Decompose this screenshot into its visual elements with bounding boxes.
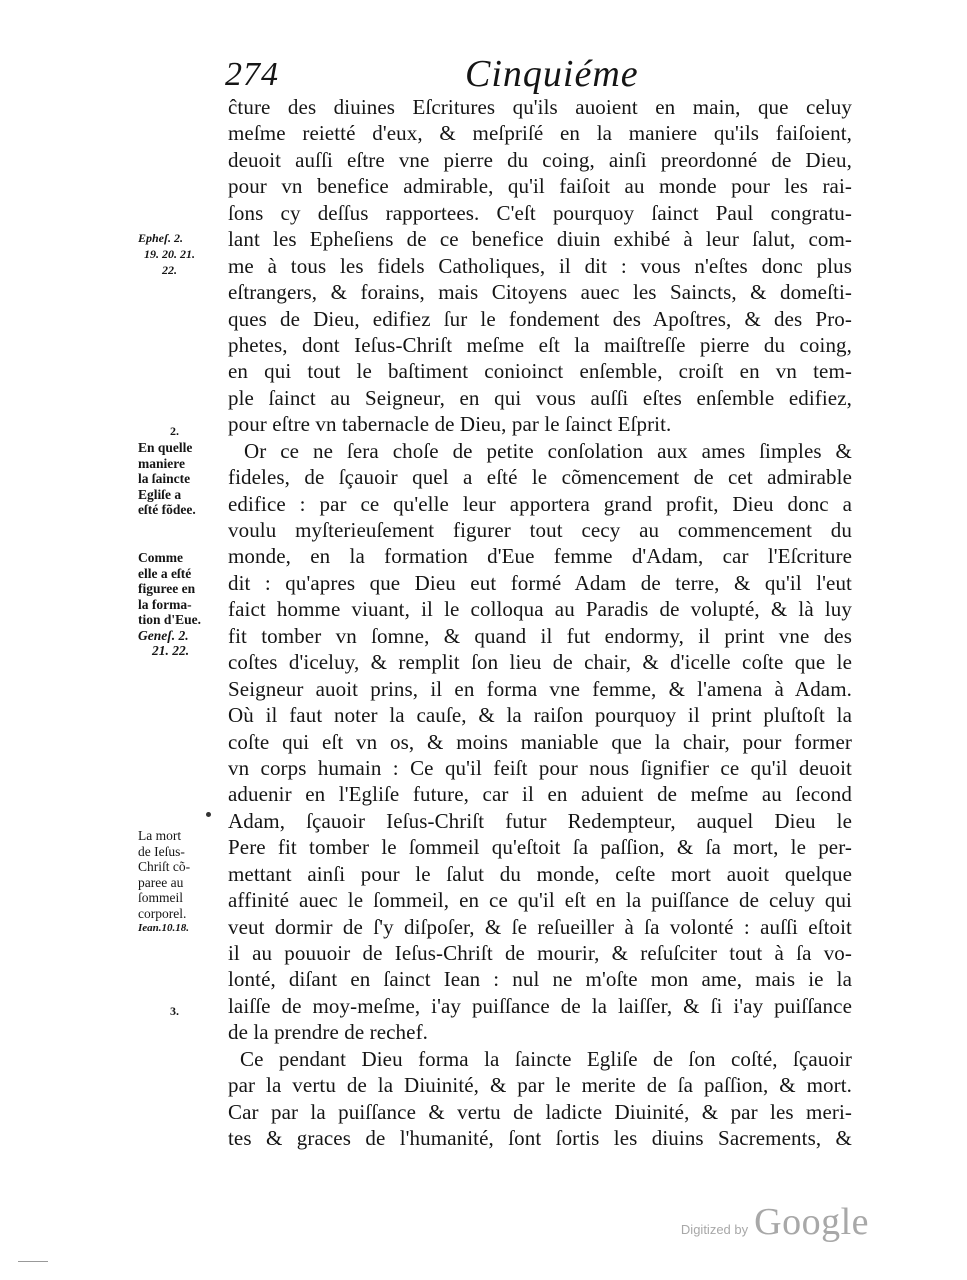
text-line: eſtrangers, & forains, mais Citoyens auec les Saincts, & domeſti-	[228, 280, 852, 305]
margin-note-death-as-sleep	[138, 828, 210, 937]
margin-number-3: 3.	[170, 1004, 179, 1018]
main-text	[228, 94, 852, 1152]
text-line: tes & graces de l'humanité, ſont ſortis les diuins Sacrements, &	[228, 1126, 852, 1151]
text-line: Seigneur auoit prins, il en forma vne femme, & l'amena à Adam.	[228, 676, 852, 701]
margin-note-line: eſté fõdee.	[138, 502, 196, 517]
text-line: Adam, ſçauoir Ieſus-Chriſt futur Redempteur, auquel Dieu le	[228, 808, 852, 833]
text-line: deuoit auſſi eſtre vne pierre du coing, ainſi preordonné de Dieu,	[228, 147, 852, 172]
margin-note-line: elle a eſté	[138, 565, 192, 581]
text-line: voulu myſterieuſement figurer tout cecy au commencement du	[228, 518, 852, 542]
text-line: laiſſe de moy-meſme, i'ay puiſſance de la laiſſer, & ſi i'ay puiſſance	[228, 993, 852, 1018]
text-line: coſte qui eſt vn os, & moins maniable que la chair, pour former	[228, 729, 852, 754]
text-line: mettant ainſi pour le ſalut du monde, ceſte mort auoit quelque	[228, 861, 852, 886]
text-line: il au pouuoir de Ieſus-Chriſt de mourir, & reſuſciter tout à ſa vo-	[228, 941, 852, 965]
text-line: pour eſtre vn tabernacle de Dieu, par le ſainct Eſprit.	[228, 412, 672, 437]
text-line: ple ſainct au Seigneur, en qui vous auſſi eſtes enſemble edifiez,	[228, 385, 852, 410]
text-line: de la prendre de rechef.	[228, 1020, 429, 1045]
margin-note-line: La mort	[138, 828, 182, 843]
margin-ref-line: 19. 20. 21.	[144, 247, 195, 261]
page-header	[225, 52, 865, 96]
margin-tick-mark	[206, 812, 211, 817]
paragraph-3	[228, 1046, 852, 1152]
text-line: lonté, diſant en ſainct Iean : nul ne m'oſte mon ame, mais ie la	[228, 967, 852, 992]
margin-note-line: de Ieſus-	[138, 843, 185, 859]
margin-note-line: maniere	[138, 455, 185, 471]
text-line: aduenir en l'Egliſe future, car il en aduient de meſme au ſecond	[228, 782, 852, 807]
text-line: monde, en la formation d'Eue femme d'Adam, car l'Eſcriture	[228, 544, 852, 569]
text-line: Où il faut noter la cauſe, & la raiſon pourquoy il print pluſtoſt la	[228, 703, 852, 728]
text-line: lant les Epheſiens de ce benefice diuin exhibé à leur ſalut, com-	[228, 227, 852, 252]
margin-note-ephesians-ref	[138, 230, 210, 278]
text-line: ĉture des diuines Eſcritures qu'ils auoient en main, que celuy	[228, 95, 852, 119]
text-line: pour vn benefice admirable, qu'il faiſoit au monde pour les rai-	[228, 174, 852, 199]
page-number: 274	[225, 56, 279, 93]
scan-edge-mark	[18, 1261, 48, 1262]
margin-ref-line: Iean.10.18.	[138, 922, 190, 934]
margin-note-line: ſommeil	[138, 890, 183, 905]
running-title: Cinquiéme	[465, 53, 639, 95]
text-line: fit tomber vn ſomne, & quand il fut endormy, il print vne des	[228, 623, 852, 648]
digitized-by-google-watermark	[681, 1200, 869, 1244]
text-line: faict homme viuant, il le colloqua au Paradis de volupté, & là luy	[228, 597, 852, 622]
margin-ref-line: Epheſ. 2.	[138, 231, 183, 245]
paragraph-1	[228, 94, 852, 438]
margin-note-line: la forma-	[138, 596, 192, 612]
margin-note-line: Chriſt cõ-	[138, 859, 191, 874]
margin-note-line: En quelle	[138, 440, 193, 455]
margin-note-eve-formation	[138, 550, 210, 659]
text-line: dit : qu'apres que Dieu eut formé Adam de terre, & qu'il l'eut	[228, 570, 852, 595]
margin-ref-line: Geneſ. 2.	[138, 627, 189, 643]
text-line: fideles, de ſçauoir quel a eſté le cõmencement de cet admirable	[228, 465, 852, 490]
text-line: Ce pendant Dieu forma la ſaincte Egliſe de ſon coſté, ſçauoir	[240, 1046, 852, 1071]
margin-note-line: paree au	[138, 874, 184, 890]
margin-ref-line: 22.	[162, 263, 177, 277]
google-logo: Google	[754, 1201, 869, 1243]
margin-note-line: la ſaincte	[138, 471, 191, 486]
digitized-label: Digitized by	[680, 1222, 749, 1237]
text-line: ſons cy deſſus rapportees. C'eſt pourquoy ſainct Paul congratu-	[228, 200, 852, 225]
text-line: meſme reietté d'eux, & meſpriſé en la maniere qu'ils faiſoient,	[228, 121, 852, 146]
paragraph-2	[228, 438, 852, 1046]
margin-note-line: figuree en	[138, 581, 196, 596]
text-line: Pere fit tomber le ſommeil qu'eſtoit ſa paſſion, & ſa mort, le per-	[228, 835, 852, 860]
text-line: phetes, dont Ieſus-Chriſt meſme eſt la maiſtreſſe pierre du coing,	[228, 332, 852, 357]
text-line: affinité auec le ſommeil, en ce qu'il eſt en la puiſſance de celuy qui	[228, 888, 852, 913]
text-line: veut dormir de ſ'y diſpoſer, & ſe reſueiller à ſa volonté : auſſi eſtoit	[228, 914, 852, 939]
text-line: ques de Dieu, edifiez ſur le fondement des Apoſtres, & des Pro-	[228, 306, 852, 331]
text-line: Car par la puiſſance & vertu de ladicte Diuinité, & par les meri-	[228, 1099, 852, 1124]
margin-note-line: tion d'Eue.	[138, 612, 202, 627]
text-line: me à tous les fidels Catholiques, il dit : vous n'eſtes donc plus	[228, 253, 852, 278]
margin-number-2: 2.	[170, 424, 179, 438]
margin-note-line: Comme	[138, 550, 183, 565]
text-line: par la vertu de la Diuinité, & par le merite de ſa paſſion, & mort.	[228, 1073, 852, 1098]
margin-note-line: corporel.	[138, 905, 187, 921]
text-line: edifice : par ce qu'elle leur apportera grand profit, Dieu donc a	[228, 491, 852, 516]
margin-note-line: Egliſe a	[138, 486, 182, 502]
text-line: en qui tout le baſtiment conioinct enſemble, croiſt en vn tem-	[228, 359, 852, 384]
text-line: Or ce ne ſera choſe de petite conſolation aux ames ſimples &	[244, 438, 852, 463]
text-line: vn corps humain : Ce qu'il feiſt pour nous ſignifier ce qu'il deuoit	[228, 755, 852, 780]
margin-note-church-founding	[138, 440, 210, 518]
margin-ref-line: 21. 22.	[152, 643, 190, 658]
text-line: coſtes d'iceluy, & remplit ſon lieu de chair, & d'icelle coſte que le	[228, 650, 852, 675]
